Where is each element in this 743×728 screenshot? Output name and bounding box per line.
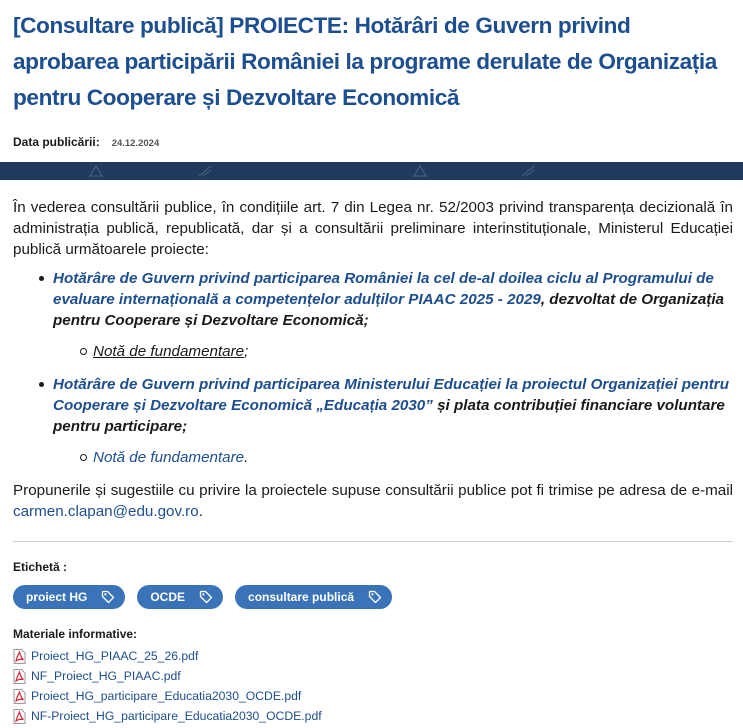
page-title: [Consultare publică] PROIECTE: Hotărâri de Guvern privind aprobarea participării României la programe derulate de Organizația pentru Cooperare și Dezvoltare Economică xyxy=(13,13,717,110)
tags-label: Etichetă : xyxy=(13,560,68,574)
file-link[interactable] xyxy=(13,666,322,686)
date-value: 24.12.2024 xyxy=(111,138,160,149)
closing-end: . xyxy=(198,503,203,520)
file-link[interactable] xyxy=(13,646,322,666)
file-name: NF_Proiect_HG_PIAAC.pdf xyxy=(31,669,181,683)
project-1-link[interactable]: Hotărâre de Guvern privind participarea României la cel de-al doilea ciclu al Programului de evaluare internațională a competențelor adulților PIAAC 2025 - 2029 xyxy=(53,270,714,308)
list-item xyxy=(93,341,733,362)
tag-label: proiect HG xyxy=(26,590,88,604)
pdf-icon xyxy=(13,709,26,724)
band-pattern-icon xyxy=(520,164,536,178)
tag-label: consultare publică xyxy=(248,590,355,604)
list-item xyxy=(53,374,733,468)
tag-icon xyxy=(199,590,213,604)
note-suffix: . xyxy=(244,449,249,466)
tag-icon xyxy=(101,590,115,604)
tag-proiect-hg[interactable] xyxy=(13,585,125,609)
file-link[interactable] xyxy=(13,706,322,726)
band-pattern-icon xyxy=(412,164,428,178)
project-1-note-link[interactable]: Notă de fundamentare xyxy=(93,343,245,360)
tag-icon xyxy=(368,590,382,604)
tag-label: OCDE xyxy=(150,590,186,604)
divider xyxy=(13,541,733,542)
tag-ocde[interactable] xyxy=(137,585,223,609)
note-suffix: ; xyxy=(244,343,249,360)
pdf-icon xyxy=(13,689,26,704)
project-list xyxy=(13,268,733,468)
project-2-notes xyxy=(53,447,733,468)
file-name: NF-Proiect_HG_participare_Educatia2030_OCDE.pdf xyxy=(31,709,322,723)
decorative-band xyxy=(0,162,743,180)
file-link[interactable] xyxy=(13,686,322,706)
closing-paragraph xyxy=(13,480,733,522)
band-pattern-icon xyxy=(197,164,213,178)
file-name: Proiect_HG_PIAAC_25_26.pdf xyxy=(31,649,199,663)
project-1-notes xyxy=(53,341,733,362)
list-item xyxy=(53,268,733,362)
project-2-note-link[interactable]: Notă de fundamentare xyxy=(93,449,245,466)
list-item xyxy=(93,447,733,468)
closing-text: Propunerile și sugestiile cu privire la proiectele supuse consultării publice pot fi trimise pe adresa de e-mail xyxy=(13,482,733,499)
pdf-icon xyxy=(13,649,26,664)
project-2-link[interactable]: Hotărâre de Guvern privind participarea Ministerului Educației la proiectul Organizației pentru Cooperare și Dezvoltare Economică „Educația 2030” xyxy=(53,376,729,414)
project-1-description: , dezvoltat de Organizația pentru Cooperare și Dezvoltare Economică; xyxy=(53,291,724,329)
file-list xyxy=(13,646,322,726)
publication-date xyxy=(13,135,730,149)
intro-paragraph: În vederea consultării publice, în condițiile art. 7 din Legea nr. 52/2003 privind transparența decizională în administrația publică, republicată, dar și a consultării preliminare interinstituționale, Ministerul Educației publică următoarele proiecte: xyxy=(13,199,733,258)
project-2-description: și plata contribuției financiare voluntare pentru participare; xyxy=(53,397,725,435)
date-label: Data publicării: xyxy=(13,135,100,149)
band-pattern-icon xyxy=(88,164,104,178)
file-name: Proiect_HG_participare_Educatia2030_OCDE.pdf xyxy=(31,689,302,703)
materials-label: Materiale informative: xyxy=(13,627,138,641)
article-header xyxy=(0,0,743,149)
email-link[interactable]: carmen.clapan@edu.gov.ro xyxy=(13,503,199,520)
article-body xyxy=(13,197,733,522)
pdf-icon xyxy=(13,669,26,684)
tag-consultare-publica[interactable] xyxy=(235,585,392,609)
tag-list xyxy=(13,585,392,609)
